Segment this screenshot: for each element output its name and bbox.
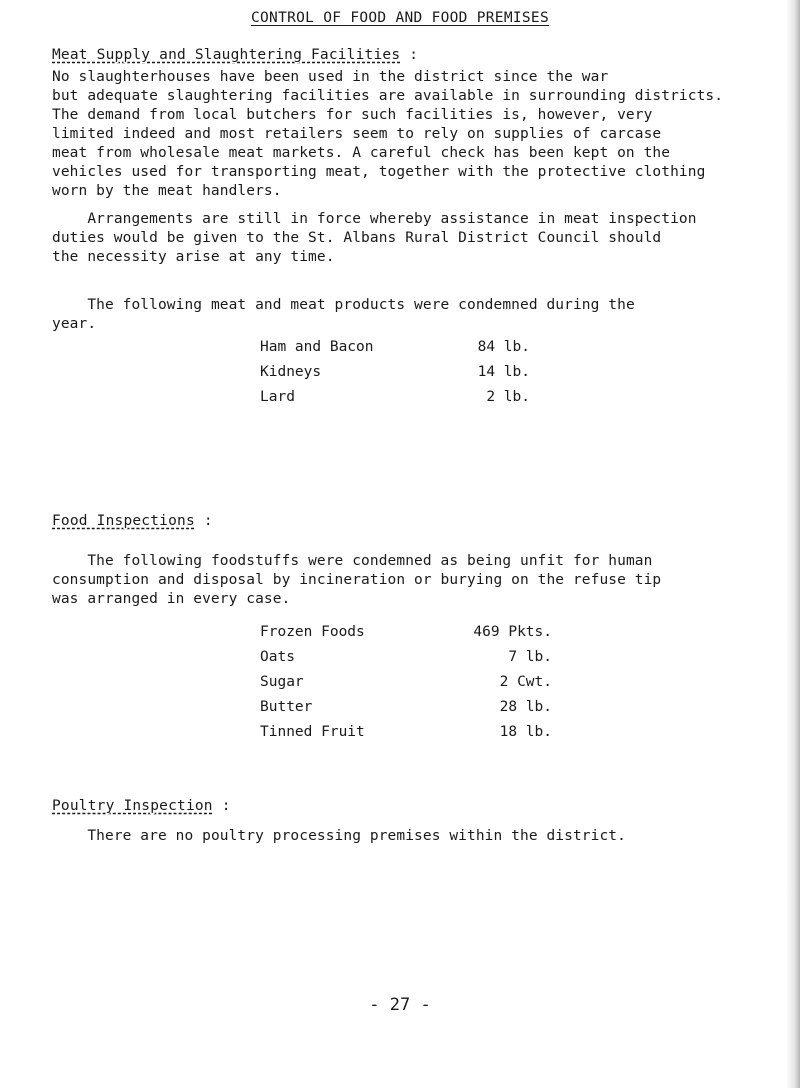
table-row [260, 339, 530, 364]
item-quantity: 469 Pkts. [473, 624, 552, 640]
item-quantity: 2 lb. [486, 389, 530, 405]
item-name: Oats [260, 649, 295, 665]
item-name: Ham and Bacon [260, 339, 374, 355]
item-quantity: 84 lb. [477, 339, 530, 355]
page-number: - 27 - [369, 995, 431, 1015]
meat-section-heading [52, 47, 418, 63]
food-condemned-table [260, 624, 552, 749]
food-section-heading [52, 513, 213, 529]
table-row [260, 699, 552, 724]
item-name: Kidneys [260, 364, 322, 380]
table-row [260, 624, 552, 649]
meat-paragraph-1: No slaughterhouses have been used in the district since the war but adequate slaughtering facilities are available in surrounding districts. The demand from local butchers for such facilities is, however, very limited indeed and most retailers seem to rely on supplies of carcase meat from wholesale meat markets. A careful check has been kept on the vehicles used for transporting meat, together with the protective clothing worn by the meat handlers. [52, 69, 724, 199]
poultry-paragraph: There are no poultry processing premises within the district. [52, 828, 626, 844]
item-quantity: 14 lb. [477, 364, 530, 380]
meat-condemned-table [260, 339, 530, 414]
item-name: Lard [260, 389, 295, 405]
meat-heading-colon: : [409, 47, 419, 63]
meat-paragraph-3: The following meat and meat products were condemned during the year. [52, 297, 635, 332]
item-quantity: 18 lb. [499, 724, 552, 740]
table-row [260, 649, 552, 674]
item-quantity: 2 Cwt. [499, 674, 552, 690]
poultry-heading-colon: : [221, 798, 231, 814]
poultry-section-heading [52, 798, 231, 814]
food-heading-colon: : [203, 513, 213, 529]
meat-paragraph-2: Arrangements are still in force whereby assistance in meat inspection duties would be given to the St. Albans Rural District Council should the necessity arise at any time. [52, 211, 697, 265]
item-quantity: 28 lb. [499, 699, 552, 715]
item-name: Butter [260, 699, 313, 715]
food-heading-text: Food Inspections [52, 513, 195, 529]
item-name: Tinned Fruit [260, 724, 365, 740]
poultry-heading-text: Poultry Inspection [52, 798, 213, 814]
food-paragraph: The following foodstuffs were condemned as being unfit for human consumption and disposal by incineration or burying on the refuse tip was arranged in every case. [52, 553, 662, 607]
table-row [260, 724, 552, 749]
item-quantity: 7 lb. [508, 649, 552, 665]
table-row [260, 389, 530, 414]
item-name: Sugar [260, 674, 304, 690]
item-name: Frozen Foods [260, 624, 365, 640]
table-row [260, 364, 530, 389]
table-row [260, 674, 552, 699]
page-title: CONTROL OF FOOD AND FOOD PREMISES [251, 10, 549, 26]
meat-heading-text: Meat Supply and Slaughtering Facilities [52, 47, 401, 63]
